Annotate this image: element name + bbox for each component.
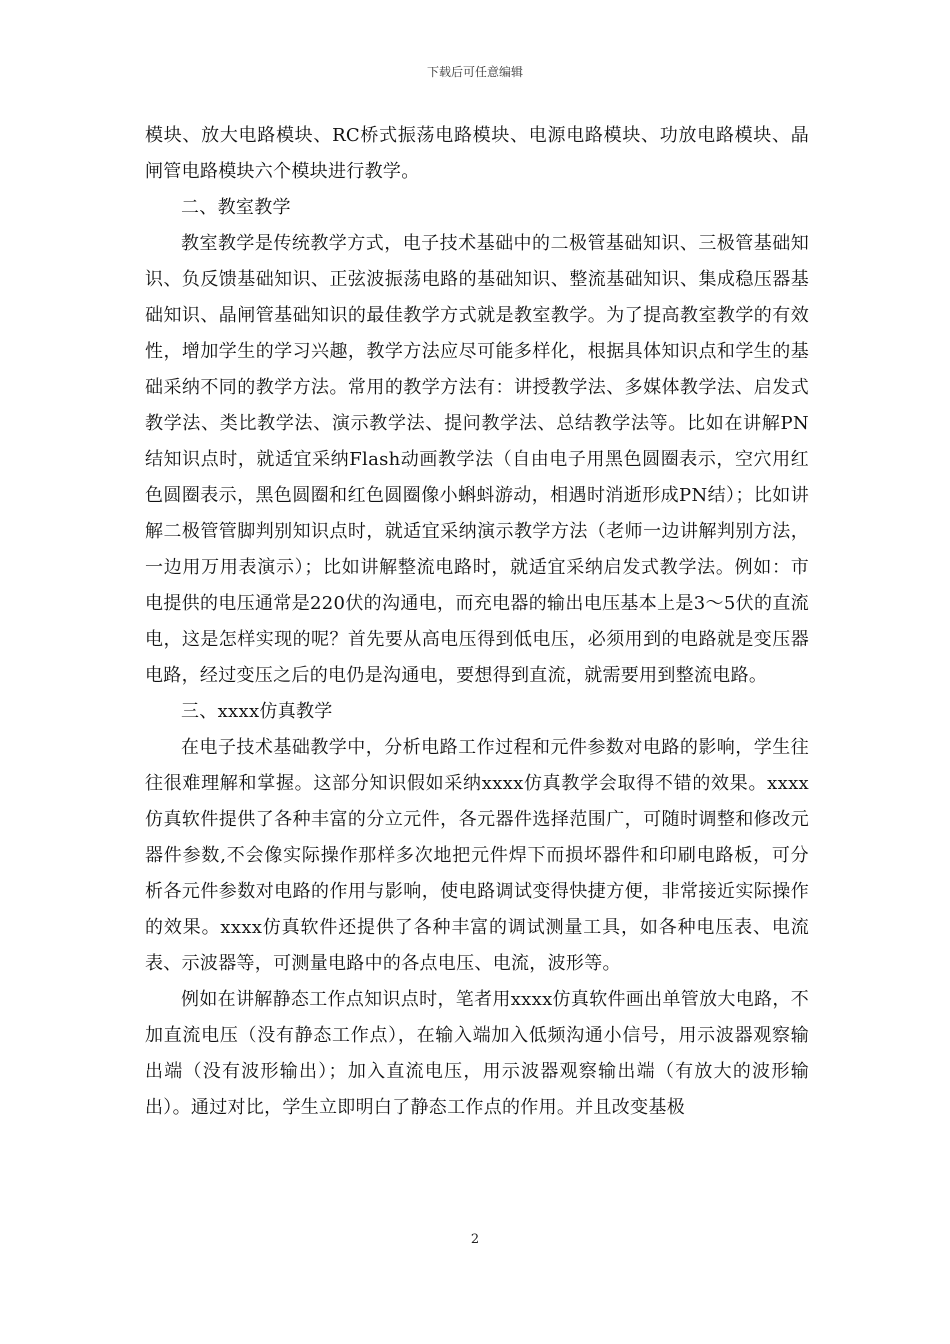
paragraph-static-operating-point-example: 例如在讲解静态工作点知识点时，笔者用xxxx仿真软件画出单管放大电路，不加直流电压（没有静态工作点），在输入端加入低频沟通小信号，用示波器观察输出端（没有波形输出）；加入直流电压，用示波器观察输出端（有放大的波形输出）。通过对比，学生立即明白了静态工作点的作用。并且改变基极 (145, 989, 809, 1118)
document-body (145, 118, 809, 1126)
paragraph-simulation-teaching: 在电子技术基础教学中，分析电路工作过程和元件参数对电路的影响，学生往往很难理解和掌握。这部分知识假如采纳xxxx仿真教学会取得不错的效果。xxxx仿真软件提供了各种丰富的分立元件，各元器件选择范围广，可随时调整和修改元器件参数,不会像实际操作那样多次地把元件焊下而损坏器件和印刷电路板，可分析各元件参数对电路的作用与影响，使电路调试变得快捷方便，非常接近实际操作的效果。xxxx仿真软件还提供了各种丰富的调试测量工具，如各种电压表、电流表、示波器等，可测量电路中的各点电压、电流，波形等。 (145, 737, 809, 974)
paragraph-module-list: 模块、放大电路模块、RC桥式振荡电路模块、电源电路模块、功放电路模块、晶闸管电路模块六个模块进行教学。 (145, 125, 809, 182)
section-heading-classroom-teaching: 二、教室教学 (181, 197, 291, 218)
paragraph-classroom-teaching: 教室教学是传统教学方式，电子技术基础中的二极管基础知识、三极管基础知识、负反馈基础知识、正弦波振荡电路的基础知识、整流基础知识、集成稳压器基础知识、晶闸管基础知识的最佳教学方式就是教室教学。为了提高教室教学的有效性，增加学生的学习兴趣，教学方法应尽可能多样化，根据具体知识点和学生的基础采纳不同的教学方法。常用的教学方法有：讲授教学法、多媒体教学法、启发式教学法、类比教学法、演示教学法、提问教学法、总结教学法等。比如在讲解PN结知识点时，就适宜采纳Flash动画教学法（自由电子用黑色圆圈表示，空穴用红色圆圈表示，黑色圆圈和红色圆圈像小蝌蚪游动，相遇时消逝形成PN结）；比如讲解二极管管脚判别知识点时，就适宜采纳演示教学方法（老师一边讲解判别方法，一边用万用表演示）；比如讲解整流电路时，就适宜采纳启发式教学法。例如：市电提供的电压通常是220伏的沟通电，而充电器的输出电压基本上是3～5伏的直流电，这是怎样实现的呢？首先要从高电压得到低电压，必须用到的电路就是变压器电路，经过变压之后的电仍是沟通电，要想得到直流，就需要用到整流电路。 (145, 233, 809, 686)
page-header: 下载后可任意编辑 (426, 65, 523, 79)
section-heading-simulation-teaching: 三、xxxx仿真教学 (181, 701, 333, 722)
page-number: 2 (470, 1232, 480, 1247)
